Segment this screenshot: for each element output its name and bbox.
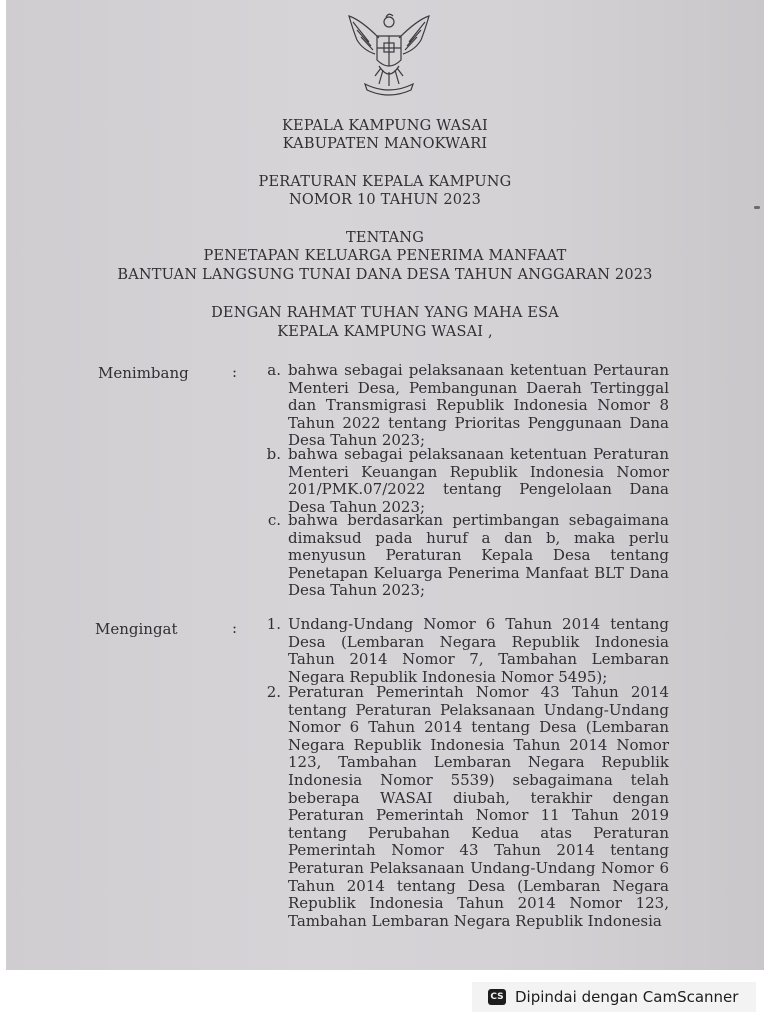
item-text: bahwa sebagai pelaksanaan ketentuan Pertauran Menteri Desa, Pembangunan Daerah Tertinggal dan Transmigrasi Republik Indonesia Nomor 8 Tahun 2022 tentang Prioritas Penggunaan Dana Desa Tahun 2023; <box>288 361 669 450</box>
item-marker: c. <box>267 511 281 529</box>
item-marker: a. <box>267 361 281 379</box>
mengingat-colon: : <box>232 619 238 637</box>
camscanner-text: Dipindai dengan CamScanner <box>515 988 739 1006</box>
mengingat-item-2 <box>259 684 669 930</box>
header-line-3: PERATURAN KEPALA KAMPUNG <box>258 174 512 190</box>
item-marker: 1. <box>266 615 281 633</box>
item-text: Peraturan Pemerintah Nomor 43 Tahun 2014 tentang Peraturan Pelaksanaan Undang-Undang Nomor 6 Tahun 2014 tentang Desa (Lembaran Negara Republik Indonesia Tahun 2014 Nomor 123, Tambahan Lembaran Negara Republik Indonesia Nomor 5539) sebagaimana telah beberapa WASAI diubah, terakhir dengan Peraturan Pemerintah Nomor 11 Tahun 2019 tentang Perubahan Kedua atas Peraturan Pemerintah Nomor 43 Tahun 2014 tentang Peraturan Pelaksanaan Undang-Undang Nomor 6 Tahun 2014 tentang Desa (Lembaran Negara Republik Indonesia Tahun 2014 Nomor 123, Tambahan Lembaran Negara Republik Indonesia <box>288 683 669 930</box>
scan-edge-mark <box>754 206 760 209</box>
mengingat-item-1 <box>259 616 669 686</box>
header-line-2: KABUPATEN MANOKWARI <box>282 136 488 152</box>
mengingat-label: Mengingat <box>95 620 178 638</box>
header-line-4: NOMOR 10 TAHUN 2023 <box>288 192 482 208</box>
header-line-6: PENETAPAN KELUARGA PENERIMA MANFAAT <box>203 248 567 264</box>
item-text: bahwa berdasarkan pertimbangan sebagaimana dimaksud pada huruf a dan b, maka perlu menyusun Peraturan Kepala Desa tentang Penetapan Keluarga Penerima Manfaat BLT Dana Desa Tahun 2023; <box>288 511 669 600</box>
item-marker: b. <box>266 445 281 463</box>
header-line-9: KEPALA KAMPUNG WASAI , <box>277 324 493 340</box>
header-line-8: DENGAN RAHMAT TUHAN YANG MAHA ESA <box>211 305 559 321</box>
menimbang-label: Menimbang <box>98 364 189 382</box>
menimbang-item-b <box>259 446 669 516</box>
menimbang-colon: : <box>232 363 238 381</box>
menimbang-item-a <box>259 362 669 450</box>
garuda-emblem-icon <box>339 10 439 98</box>
camscanner-logo-icon: CS <box>488 989 506 1005</box>
item-marker: 2. <box>266 683 281 701</box>
item-text: bahwa sebagai pelaksanaan ketentuan Peraturan Menteri Keuangan Republik Indonesia Nomor 201/PMK.07/2022 tentang Pengelolaan Dana Desa Tahun 2023; <box>288 445 669 516</box>
scanned-document-page <box>6 0 764 970</box>
item-text: Undang-Undang Nomor 6 Tahun 2014 tentang Desa (Lembaran Negara Republik Indonesia Tahun 2014 Nomor 7, Tambahan Lembaran Negara Republik Indonesia Nomor 5495); <box>288 615 669 686</box>
menimbang-item-c <box>259 512 669 600</box>
header-line-7: BANTUAN LANGSUNG TUNAI DANA DESA TAHUN ANGGARAN 2023 <box>117 267 653 283</box>
header-line-1: KEPALA KAMPUNG WASAI <box>282 118 488 134</box>
camscanner-badge <box>472 982 756 1012</box>
header-line-5: TENTANG <box>346 230 424 246</box>
